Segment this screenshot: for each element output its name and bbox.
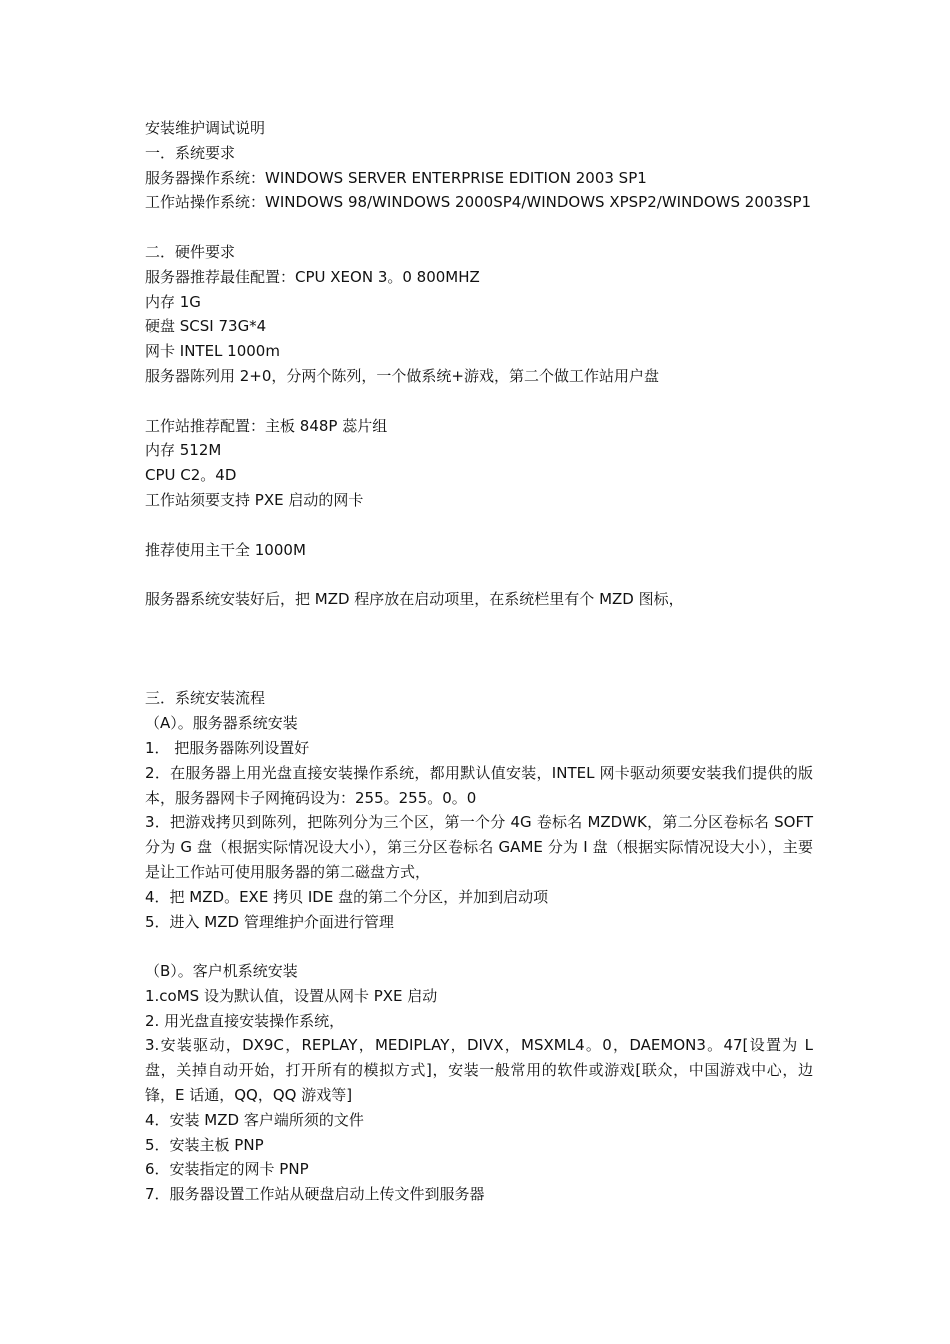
subsection-a-heading: （A）。服务器系统安装 — [145, 714, 298, 733]
workstation-os-line: 工作站操作系统：WINDOWS 98/WINDOWS 2000SP4/WINDOWS XPSP2/WINDOWS 2003SP1 — [145, 193, 812, 212]
list-item: 2．在服务器上用光盘直接安装操作系统，都用默认值安装，INTEL 网卡驱动须要安装我们提供的版本，服务器网卡子网掩码设为：255。255。0。0 — [145, 763, 813, 807]
workstation-config-line: 工作站推荐配置：主板 848P 蕊片组 — [145, 416, 388, 435]
server-nic-line: 网卡 INTEL 1000m — [145, 342, 280, 361]
section-3-heading: 三．系统安装流程 — [145, 689, 266, 708]
list-item: 2. 用光盘直接安装操作系统， — [145, 1011, 345, 1030]
document-title: 安装维护调试说明 — [145, 119, 266, 137]
list-item: 4．安装 MZD 客户端所须的文件 — [145, 1110, 364, 1129]
list-item: 3.安装驱动，DX9C，REPLAY，MEDIPLAY，DIVX，MSXML4。0，DAEMON3。47[设置为 L 盘，关掉自动开始，打开所有的模拟方式]，安装一般常用的软件或游戏[联众，中国游戏中心，边锋，E 话通，QQ，QQ 游戏等] — [145, 1036, 813, 1105]
list-item: 4．把 MZD。EXE 拷贝 IDE 盘的第二个分区，并加到启动项 — [145, 887, 549, 906]
list-item: 3．把游戏拷贝到陈列，把陈列分为三个区，第一个分 4G 卷标名 MZDWK，第二分区卷标名 SOFT 分为 G 盘（根据实际情况设大小），第三分区卷标名 GAME 分为 I 盘（根据实际情况设大小），主要是让工作站可使用服务器的第二磁盘方式， — [145, 813, 813, 881]
list-item: 5．进入 MZD 管理维护介面进行管理 — [145, 912, 394, 931]
spacer — [145, 662, 813, 687]
section-2-heading: 二．硬件要求 — [145, 242, 236, 261]
server-os-line: 服务器操作系统：WINDOWS SERVER ENTERPRISE EDITION 2003 SP1 — [145, 168, 647, 187]
mzd-note-line: 服务器系统安装好后，把 MZD 程序放在启动项里，在系统栏里有个 MZD 图标， — [145, 590, 684, 609]
subsection-b-heading: （B）。客户机系统安装 — [145, 962, 298, 981]
spacer — [145, 934, 813, 959]
spacer — [145, 562, 813, 587]
server-config-line: 服务器推荐最佳配置：CPU XEON 3。0 800MHZ — [145, 267, 480, 286]
document-body — [145, 116, 813, 1207]
list-item: 5．安装主板 PNP — [145, 1135, 264, 1154]
list-item: 1.coMS 设为默认值，设置从网卡 PXE 启动 — [145, 986, 438, 1005]
section-1-heading: 一．系统要求 — [145, 143, 236, 162]
server-disk-line: 硬盘 SCSI 73G*4 — [145, 317, 267, 336]
server-raid-line: 服务器陈列用 2+0，分两个陈列，一个做系统+游戏，第二个做工作站用户盘 — [145, 366, 659, 385]
server-memory-line: 内存 1G — [145, 292, 201, 311]
spacer — [145, 215, 813, 240]
workstation-nic-line: 工作站须要支持 PXE 启动的网卡 — [145, 490, 364, 509]
workstation-cpu-line: CPU C2。4D — [145, 466, 237, 485]
list-item: 6．安装指定的网卡 PNP — [145, 1160, 309, 1179]
spacer — [145, 389, 813, 414]
spacer — [145, 513, 813, 538]
spacer — [145, 612, 813, 662]
list-item: 7．服务器设置工作站从硬盘启动上传文件到服务器 — [145, 1185, 485, 1204]
trunk-line: 推荐使用主干全 1000M — [145, 540, 306, 559]
list-item: 1． 把服务器陈列设置好 — [145, 738, 310, 757]
workstation-memory-line: 内存 512M — [145, 441, 222, 460]
